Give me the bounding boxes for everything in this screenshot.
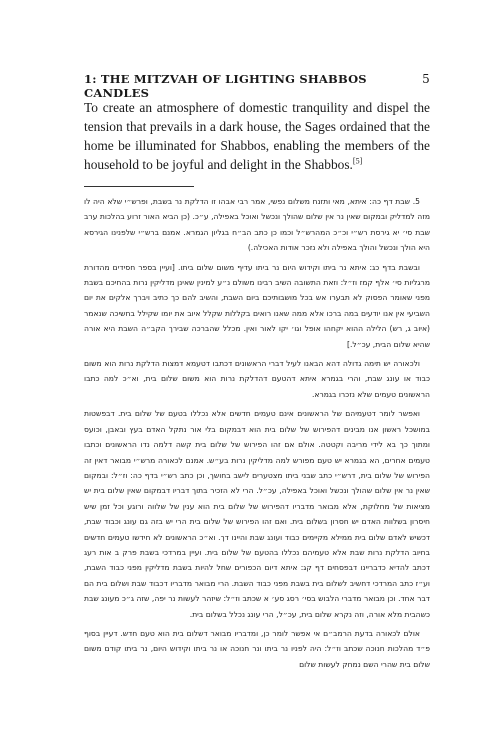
paragraph-text: To create an atmosphere of domestic tranquility and dispel the tension that prevails in a dark house, the Sages ordained that the home be illuminated for Shabbos, enabling the members of the household to be joyful and delight in the Shabbos. <box>84 100 430 172</box>
footnote-paragraph: ולכאורה יש תימה גדולה דהא הבאנו לעיל דברי הראשונים דכתבו דטעמא דמצות הדלקת נרות הוא משום כבוד או עונג שבת, והרי בגמרא איתא דהטעם דהדלקת נרות הוא משום שלום בית, וא״כ למה כתבו הראשונים טעמים שלא נזכרו בגמרא. <box>84 359 430 399</box>
page-number: 5 <box>422 72 430 86</box>
footnotes-section <box>84 194 430 676</box>
main-paragraph <box>84 98 430 174</box>
footnote-paragraph: אולם לכאורה בדעת הרמב״ם אי אפשר לומר כן, ומדבריו מבואר דשלום בית הוא טעם חדש. דעיין בסוף פ״ד מהלכות חנוכה שכתב וז״ל: היה לפניו נר ביתו ונר חנוכה או נר ביתו וקידוש היום, נר ביתו קודם משום שלום בית שהרי השם נמחק לעשות שלום <box>84 628 430 669</box>
running-header <box>84 72 430 100</box>
chapter-title: 1: THE MITZVAH OF LIGHTING SHABBOS CANDLES <box>84 72 367 100</box>
footnote-marker: [5] <box>352 156 363 166</box>
footnote-paragraph: 5. שבת דף כה: איתא, מאי ותזנח משלום נפשי, אמר רבי אבהו זו הדלקת נר בשבת, ופרש״י שלא היה לו מזה למדליק ובמקום שאין נר אין שלום שהולך ונכשל ואוכל באפילה, ע״כ. (כן הביא האור זרוע בהלכות ערב שבת סי׳ יא גירסת רש״י וכ״כ המהרש״ל וכמו כן כתב הב״ח בגליון הגמרא. אמנם ברש״י שלפנינו הגירסא היא הולך ונכשל והולך באפילה ולא נזכר אודות האכילה.) <box>84 197 430 253</box>
footnote-separator <box>84 186 194 187</box>
footnote-paragraph: ובשבת בדף כג: איתא נר ביתו וקידוש היום נר ביתו עדיף משום שלום ביתו. [ועיין בספר חסידים מהדורת מרגליות סי׳ אלף קמז וז״ל: וזאת התשובה השיב רבינו משולם נ״ע למינין שאינן מדליקין נרות בהחיכם בשבת מפני שאומר הפסוק לא תבערו אש בכל מושבותיכם ביום השבת, והשיב להם כך כתיב ויברך אלקים את יום השביעי אין אנו יודעים במה ברכו אלא ממה שאנו רואים בקללות שקלל איוב את יומו שקילל בחשיכה שנאמר (איוב ג, רש) הלילה ההוא יקחהו אופל וגו׳ יקו לאור ואין. מכלל שהברכה שבירך הקב״ה השבת היא אורה שהיא שלום הבית, עכ״ל.] <box>84 262 430 349</box>
footnote-paragraph: ואפשר לומר דטעמיהם של הראשונים אינם טעמים חדשים אלא נכללו בטעם של שלום בית. דבפשטות במושכל ראשון אנו מבינים דהפירוש של שלום בית הוא דבמקום בלי אור נתקל האדם בעץ ובאבן, וכועס ומתוך כך בא לידי מריבה וקטטה. אולם אם זהו הפירוש של שלום בית קשה דלמה נדו הראשונים וכתבו טעמים אחרים, הא בגמרא יש טעם מפורש למה מדליקין נרות בע״ש. אמנם לכאורה מרש״י מבואר דאין זה הפירוש של שלום בית, דרש״י כתב שבני ביתו מצטערים לישב בחושך, וכן כתב רש״י בדף כה: וז״ל: ובמקום שאין נר אין שלום שהולך ונכשל ואוכל באפילה, עכ״ל. הרי לא הזכיר בתוך דבריו דבמקום שאין שלום בית יש מציאות של מחלוקת, אלא מבואר מדבריו דהפירוש של שלום בית הוא ענין של שלווה ורוגע וכל זמן שיש חיסרון בשלוות האדם יש חסרון בשלום בית. ואם זהו הפירוש של שלום בית הרי יש בזה גם עונג וכבוד שבת, דכשיש לאדם שלום בית ממילא מקיימים כבוד ועונג שבת והיינו דך. וא״כ הראשונים לא חידשו טעמים חדשים בחיוב הדלקת נרות שבת אלא טעמיהם נכללו בהטעם של שלום בית. ועיין במרדכי בשבת פרק ב אות רעג דכתב להדיא כדבריינו דבפסחים דף קג: איתא דיום הכפורים שחל להיות בשבת מדליקין מפני כבוד השבת, וע״ז כתב המרדכי דחשיב לשלום בית בשבת מפני כבוד השבת. הרי מבואר מדבריו דכבוד שבת ושלום בית הם דבר אחד. וכן מבואר מדברי הלבוש בסי׳ רסג סע׳ א שכתב וז״ל: שיזהר לעשות נר יפה, שזה ג״כ מעונג שבת כשהבית מלא אורה, וזה נקרא שלום בית, עכ״ל, הרי עונג נכלל בשלום בית. <box>84 409 430 619</box>
